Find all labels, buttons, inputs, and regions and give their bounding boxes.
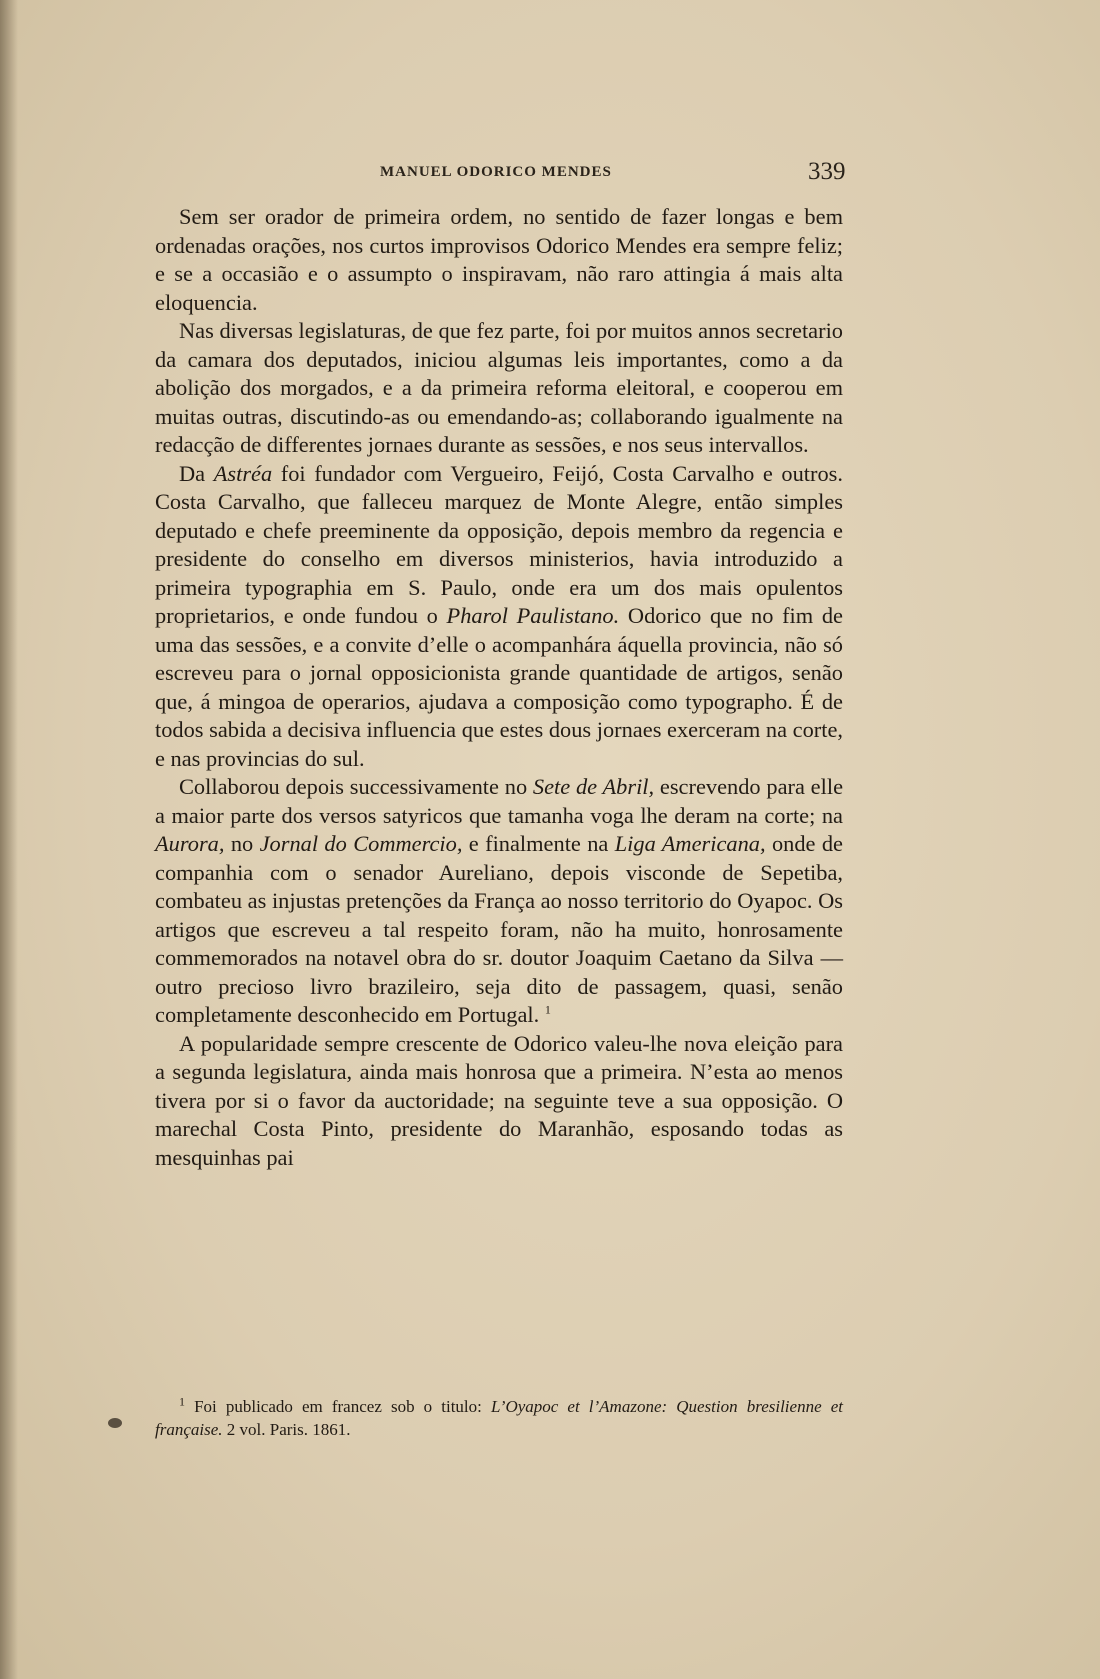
footnote-text: 2 vol. Paris. 1861. — [222, 1420, 351, 1439]
paragraph-1: Sem ser orador de primeira ordem, no sentido de fazer longas e bem ordenadas orações, nos curtos improvisos Odorico Mendes era sempre feliz; e se a occasião e o assumpto o inspiravam, não raro attingia á mais alta eloquencia. — [155, 204, 843, 315]
footnote-book-title: L’Oyapoc et l’Amazone: Question bresilienne et française. — [155, 1397, 843, 1439]
text-run: escrevendo para elle a maior parte dos versos satyricos que tamanha voga lhe deram na corte; na — [155, 774, 844, 828]
paragraph-4 — [155, 773, 843, 1030]
title-jornal-do-commercio: Jornal do Commercio, — [259, 831, 463, 856]
text-run: onde de companhia com o senador Aureliano, depois visconde de Sepetiba, combateu as injustas pretenções da França ao nosso territorio do Oyapoc. Os artigos que escreveu a tal respeito foram, não ha muito, honrosamente commemorados na notavel obra do sr. doutor Joaquim Caetano da Silva — outro precioso livro brazileiro, seja dito de passagem, quasi, senão completamente desconhecido em Portugal. — [155, 831, 843, 1027]
text-run: Da — [179, 460, 214, 486]
paragraph-2: Nas diversas legislaturas, de que fez parte, foi por muitos annos secretario da camara dos deputados, iniciou algumas leis importantes, como a da abolição dos morgados, e a da primeira reforma eleitoral, e cooperou em muitas outras, discutindo-as ou emendando-as; collaborando igualmente na redacção de differentes jornaes durante as sessões, e nos seus intervallos. — [155, 318, 843, 457]
text-run: Odorico que no fim de uma das sessões, e a convite d’elle o acompanhára áquella provincia, não só escreveu para o jornal opposicionista grande quantidade de artigos, senão que, á mingoa de operarios, ajudava a composição como typographo. É de todos sabida a decisiva influencia que estes dous jornaes exerceram na corte, e nas provincias do sul. — [155, 603, 843, 771]
title-aurora: Aurora, — [155, 831, 225, 856]
title-liga-americana: Liga Americana, — [614, 831, 766, 856]
footnote-marker: 1 — [179, 1394, 185, 1409]
running-head: MANUEL ODORICO MENDES — [380, 164, 612, 180]
footnote-text: Foi publicado em francez sob o titulo: — [185, 1397, 491, 1416]
text-run: e finalmente na — [462, 831, 615, 856]
paragraph-3 — [155, 460, 843, 774]
footnote — [155, 1395, 843, 1441]
text-run: foi fundador com Vergueiro, Feijó, Costa Carvalho e outros. Costa Carvalho, que falleceu marquez de Monte Alegre, então simples deputado e chefe preeminente da opposição, depois membro da regencia e presidente do conselho em diversos ministerios, havia introduzido a primeira typographia em S. Paulo, onde era um dos mais opulentos proprietarios, e onde fundou o — [155, 460, 843, 628]
body-text — [155, 203, 843, 1172]
text-run: Collaborou depois successivamente no — [179, 774, 533, 799]
title-astrea: Astréa — [213, 460, 273, 486]
text-run: no — [224, 831, 260, 856]
page-number: 339 — [808, 158, 846, 185]
paragraph-5: A popularidade sempre crescente de Odorico valeu-lhe nova eleição para a segunda legislatura, ainda mais honrosa que a primeira. N’esta ao menos tivera por si o favor da auctoridade; na seguinte teve a sua opposição. O marechal Costa Pinto, presidente do Maranhão, esposando todas as mesquinhas pai — [155, 1030, 843, 1170]
title-pharol-paulistano: Pharol Paulistano. — [446, 603, 620, 628]
ink-blot-mark — [108, 1418, 122, 1428]
footnote-reference: 1 — [544, 1002, 551, 1017]
title-sete-de-abril: Sete de Abril, — [532, 774, 655, 799]
